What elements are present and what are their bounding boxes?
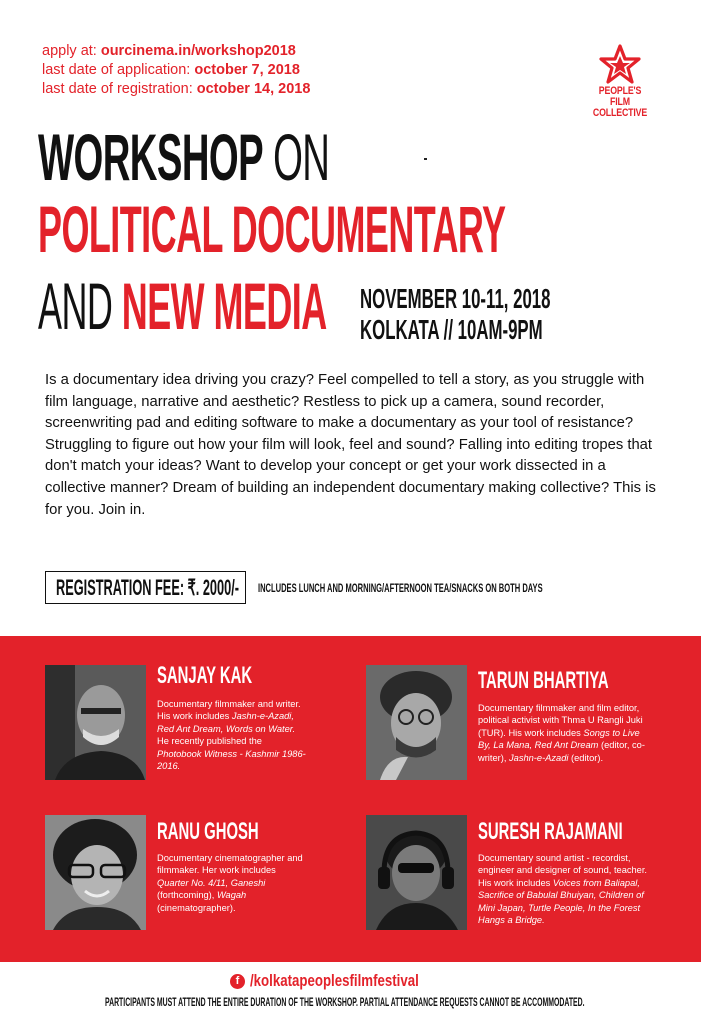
intro-paragraph: Is a documentary idea driving you crazy? Feel compelled to tell a story, as you struggle with film language, narrative and aesthetic? Restless to pick up a camera, sound recorder, screenwriting pad and editing software to make a documentary as your tool of resistance? Struggling to figure out how your film will look, feel and sound? Falling into editing tropes that don't match your ideas? Want to develop your concept or get your work dissected in a collective manner? Dream of building an independent documentary making collective? This is for you. Join in. [45,372,656,518]
mentor-photo-sanjay-kak [45,665,146,780]
event-date-location [360,283,551,345]
mentor-photo-tarun-bhartiya [366,665,467,780]
apply-url-line: apply at: ourcinema.in/workshop2018 [42,43,296,59]
registration-fee-box [45,571,246,604]
mentor-bio: Documentary filmmaker and writer. His work includes Jashn-e-Azadi, Red Ant Dream, Words on Water. He recently published the Photobook Witness - Kashmir 1986-2016. [157,699,306,772]
mentor-name: TARUN BHARTIYA [478,667,609,694]
star-icon [598,44,642,86]
application-info [42,42,310,99]
decorative-dot [424,158,427,160]
attendance-disclaimer: PARTICIPANTS MUST ATTEND THE ENTIRE DURATION OF THE WORKSHOP. PARTIAL ATTENDANCE REQUESTS CANNOT BE ACCOMMODATED. [105,997,585,1009]
apply-url[interactable]: ourcinema.in/workshop2018 [100,43,296,59]
application-deadline-line: last date of application: october 7, 2018 [42,62,300,78]
mentors-section [0,636,701,962]
mentor-bio: Documentary cinematographer and filmmaker. Her work includes Quarter No. 4/11, Ganeshi (forthcoming), Wagah (cinematographer). [157,853,303,913]
mentor-name: RANU GHOSH [157,818,259,845]
headline-line-3: AND NEW MEDIA [38,269,327,343]
peoples-film-collective-logo: PEOPLE'S FILM COLLECTIVE [580,44,660,119]
facebook-icon: f [230,974,245,989]
headline-line-1: WORKSHOP ON [38,120,330,194]
facebook-page-link[interactable]: /kolkatapeoplesfilmfestival [250,971,419,990]
registration-deadline-line: last date of registration: october 14, 2018 [42,81,311,97]
mentor-bio: Documentary filmmaker and film editor, political activist with Thma U Rangli Juki (TUR). His work includes Songs to Live By, La Mana, Red Ant Dream (editor, co-writer), Jashn-e-Azadi (editor). [478,703,645,763]
registration-fee: REGISTRATION FEE: ₹. 2000/- [56,575,240,600]
mentor-photo-suresh-rajamani [366,815,467,930]
mentor-name: SURESH RAJAMANI [478,818,623,845]
fee-includes-note: INCLUDES LUNCH AND MORNING/AFTERNOON TEA/SNACKS ON BOTH DAYS [258,581,543,595]
mentor-bio: Documentary sound artist - recordist, engineer and designer of sound, teacher. His work includes Voices from Baliapal, Sacrifice of Babulal Bhuiyan, Children of Mini Japan, Turtle People, In the Forest Hangs a Bridge. [478,853,648,926]
mentor-name: SANJAY KAK [157,662,253,689]
event-place-time: KOLKATA // 10AM-9PM [360,314,543,345]
mentor-photo-ranu-ghosh [45,815,146,930]
event-dates: NOVEMBER 10-11, 2018 [360,283,551,314]
headline-line-2: POLITICAL DOCUMENTARY [38,192,506,266]
